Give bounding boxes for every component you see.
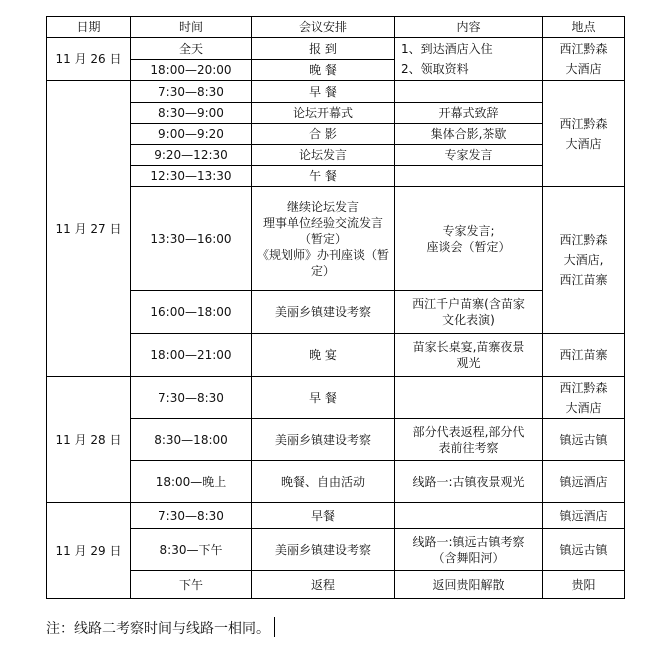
time-cell: 12:30—13:30: [131, 166, 252, 187]
event-cell: 早 餐: [252, 81, 395, 103]
event-cell: 返程: [252, 571, 395, 599]
content-cell: [395, 377, 543, 419]
content-cell: 专家发言; 座谈会（暂定）: [395, 187, 543, 291]
content-cell: 集体合影,茶歇: [395, 124, 543, 145]
text-cursor: [274, 617, 275, 637]
time-cell: 8:30—9:00: [131, 103, 252, 124]
content-cell: 开幕式致辞: [395, 103, 543, 124]
content-cell: [395, 166, 543, 187]
event-cell: 晚餐、自由活动: [252, 461, 395, 503]
table-row: [47, 166, 625, 187]
time-cell: 13:30—16:00: [131, 187, 252, 291]
location-cell: 西江黔森 大酒店: [543, 377, 625, 419]
time-cell: 下午: [131, 571, 252, 599]
time-cell: 18:00—晚上: [131, 461, 252, 503]
location-cell: 镇远古镇: [543, 529, 625, 571]
time-cell: 9:00—9:20: [131, 124, 252, 145]
date-cell: 11 月 29 日: [47, 503, 131, 599]
header-time: 时间: [131, 17, 252, 38]
event-cell: 美丽乡镇建设考察: [252, 419, 395, 461]
location-cell: 西江黔森 大酒店: [543, 38, 625, 81]
header-content: 内容: [395, 17, 543, 38]
location-cell: 贵阳: [543, 571, 625, 599]
content-cell: 部分代表返程,部分代 表前往考察: [395, 419, 543, 461]
time-cell: 7:30—8:30: [131, 377, 252, 419]
location-cell: 镇远酒店: [543, 461, 625, 503]
footnote: [46, 617, 275, 638]
time-cell: 8:30—18:00: [131, 419, 252, 461]
time-cell: 16:00—18:00: [131, 291, 252, 334]
content-cell: 西江千户苗寨(含苗家 文化表演): [395, 291, 543, 334]
event-cell: 早 餐: [252, 377, 395, 419]
header-event: 会议安排: [252, 17, 395, 38]
content-cell: 返回贵阳解散: [395, 571, 543, 599]
content-cell: 专家发言: [395, 145, 543, 166]
time-cell: 8:30—下午: [131, 529, 252, 571]
date-cell: 11 月 28 日: [47, 377, 131, 503]
table-row: [47, 103, 625, 124]
date-cell: 11 月 26 日: [47, 38, 131, 81]
content-cell: 线路一:古镇夜景观光: [395, 461, 543, 503]
time-cell: 18:00—21:00: [131, 334, 252, 377]
event-cell: 晚 宴: [252, 334, 395, 377]
table-row: [47, 38, 625, 60]
content-cell: 苗家长桌宴,苗寨夜景 观光: [395, 334, 543, 377]
content-cell: 线路一:镇远古镇考察 （含舞阳河）: [395, 529, 543, 571]
table-row: [47, 571, 625, 599]
event-cell: 合 影: [252, 124, 395, 145]
location-cell: 镇远古镇: [543, 419, 625, 461]
time-cell: 18:00—20:00: [131, 60, 252, 81]
location-cell: 西江黔森 大酒店, 西江苗寨: [543, 187, 625, 334]
event-cell: 早餐: [252, 503, 395, 529]
date-cell: 11 月 27 日: [47, 81, 131, 377]
event-cell: 报 到: [252, 38, 395, 60]
table-row: [47, 334, 625, 377]
event-cell: 晚 餐: [252, 60, 395, 81]
table-row: [47, 187, 625, 291]
content-cell: [395, 503, 543, 529]
table-row: [47, 145, 625, 166]
content-cell: 1、到达酒店入住 2、领取资料: [395, 38, 543, 81]
header-row: [47, 17, 625, 38]
header-location: 地点: [543, 17, 625, 38]
location-cell: 镇远酒店: [543, 503, 625, 529]
event-cell: 论坛发言: [252, 145, 395, 166]
footnote-text: 注：线路二考察时间与线路一相同。: [46, 621, 270, 637]
table-row: [47, 377, 625, 419]
schedule-table: [46, 16, 625, 599]
event-cell: 继续论坛发言 理事单位经验交流发言（暂定） 《规划师》办刊座谈（暂定）: [252, 187, 395, 291]
event-cell: 美丽乡镇建设考察: [252, 529, 395, 571]
header-date: 日期: [47, 17, 131, 38]
location-cell: 西江黔森 大酒店: [543, 81, 625, 187]
table-row: [47, 124, 625, 145]
event-cell: 午 餐: [252, 166, 395, 187]
table-row: [47, 291, 625, 334]
table-row: [47, 503, 625, 529]
event-cell: 论坛开幕式: [252, 103, 395, 124]
time-cell: 7:30—8:30: [131, 81, 252, 103]
time-cell: 全天: [131, 38, 252, 60]
location-cell: 西江苗寨: [543, 334, 625, 377]
table-row: [47, 81, 625, 103]
table-row: [47, 419, 625, 461]
table-row: [47, 529, 625, 571]
content-cell: [395, 81, 543, 103]
time-cell: 9:20—12:30: [131, 145, 252, 166]
table-row: [47, 461, 625, 503]
time-cell: 7:30—8:30: [131, 503, 252, 529]
event-cell: 美丽乡镇建设考察: [252, 291, 395, 334]
